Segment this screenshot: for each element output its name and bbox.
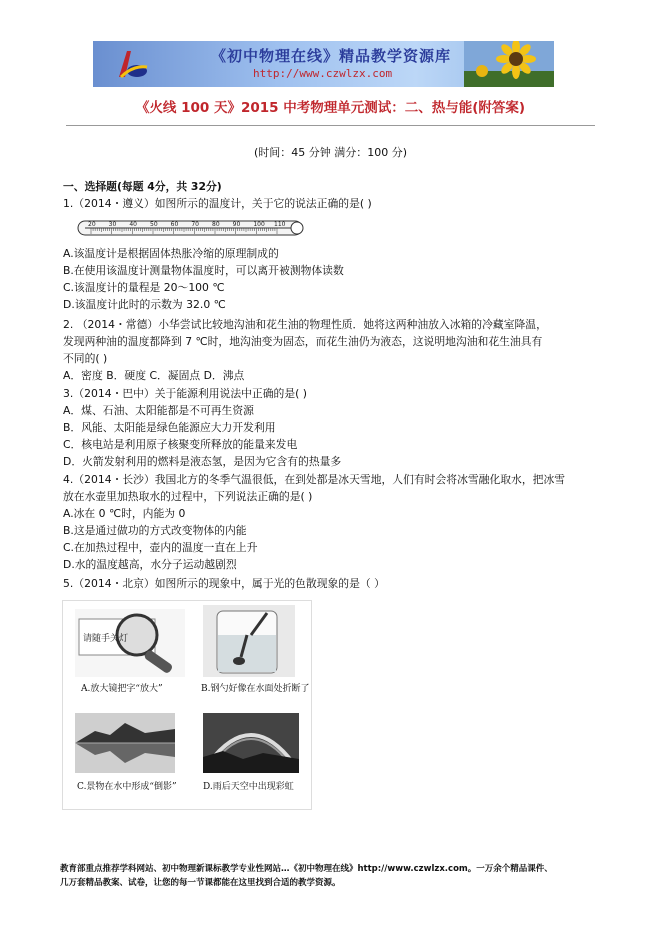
q2-line-2: 发现两种油的温度都降到 7 ℃时，地沟油变为固态，而花生油仍为液态，这说明地沟油和花生油具有 [63,335,543,348]
q3-option-b: B．风能、太阳能是绿色能源应大力开发利用 [63,421,276,434]
q3-option-c: C．核电站是利用原子核聚变所释放的能量来发电 [63,438,298,451]
section-heading: 一、选择题(每题 4分，共 32分) [63,180,222,193]
rainbow-photo [203,713,299,773]
q4-option-c: C.在加热过程中，壶内的温度一直在上升 [63,541,258,554]
q5-caption-c: C.景物在水中形成“倒影” [77,782,177,792]
reflection-photo [75,713,175,773]
q3-option-a: A．煤、石油、太阳能都是不可再生资源 [63,404,254,417]
q4-option-a: A.冰在 0 ℃时，内能为 0 [63,507,186,520]
q3-stem: 3.（2014・巴中）关于能源利用说法中正确的是( ) [63,387,307,400]
thermometer-tick-label: 70 [191,221,199,228]
q2-options: A．密度 B．硬度 C．凝固点 D．沸点 [63,369,245,382]
thermometer-tick-label: 60 [170,221,179,228]
magnifier-photo [75,609,185,677]
thermometer-tick-label: 110 [274,221,286,228]
q4-option-d: D.水的温度越高，水分子运动越剧烈 [63,558,237,571]
q1-option-b: B.在使用该温度计测量物体温度时，可以离开被测物体读数 [63,264,344,277]
thermometer-tick-label: 80 [212,221,220,228]
thermometer-tick-label: 30 [108,221,117,228]
q3-option-d: D．火箭发射利用的燃料是液态氢，是因为它含有的热量多 [63,455,342,468]
q5-stem: 5.（2014・北京）如图所示的现象中，属于光的色散现象的是（ ） [63,577,385,590]
q1-option-c: C.该温度计的量程是 20～100 ℃ [63,281,225,294]
q4-line-1: 4.（2014・长沙）我国北方的冬季气温很低，在到处都是冰天雪地，人们有时会将冰雪融化取水，把冰雪 [63,473,566,486]
q1-stem: 1.（2014・遵义）如图所示的温度计，关于它的说法正确的是( ) [63,197,372,210]
document-title: 《火线 100 天》2015 中考物理单元测试：二、热与能(附答案) [135,100,526,116]
thermometer-tick-label: 20 [88,221,96,228]
footer-line-1: 教育部重点推荐学科网站、初中物理新课标教学专业性网站…《初中物理在线》http://www.czwlzx.com。一万余个精品课件、 [60,864,553,874]
q1-option-a: A.该温度计是根据固体热胀冷缩的原理制成的 [63,247,279,260]
q2-line-1: 2. （2014・常德）小华尝试比较地沟油和花生油的物理性质．她将这两种油放入冰箱的冷藏室降温， [63,318,547,331]
q4-option-b: B.这是通过做功的方式改变物体的内能 [63,524,247,537]
spoon-glass-photo [203,605,295,677]
q5-caption-a: A.放大镜把字“放大” [81,684,163,694]
site-logo [115,47,149,81]
site-banner [93,41,554,87]
q2-line-3: 不同的( ) [63,352,108,365]
q5-caption-b: B.钢勺好像在水面处折断了 [201,684,310,694]
q5-caption-d: D.雨后天空中出现彩虹 [203,782,294,792]
banner-title: 《初中物理在线》精品教学资源库 [211,47,452,65]
page-footer [60,862,620,890]
q4-line-2: 放在水壶里加热取水的过程中，下列说法正确的是( ) [63,490,313,503]
thermometer-tick-label: 100 [253,221,265,228]
svg-text:请随手关灯: 请随手关灯 [83,634,129,644]
thermometer-tick-label: 90 [232,221,241,228]
thermometer-tick-label: 40 [129,221,137,228]
title-divider [66,125,595,126]
sunflower-image [464,41,554,87]
thermometer-tick-label: 50 [150,221,158,228]
thermometer-figure [77,217,309,239]
time-and-score-line: (时间：45 分钟 满分：100 分) [253,146,408,159]
banner-url[interactable]: http://www.czwlzx.com [253,67,393,80]
footer-line-2: 几万套精品教案、试卷，让您的每一节课都能在这里找到合适的教学资源。 [60,878,341,888]
q1-option-d: D.该温度计此时的示数为 32.0 ℃ [63,298,226,311]
q5-figure [62,600,312,810]
